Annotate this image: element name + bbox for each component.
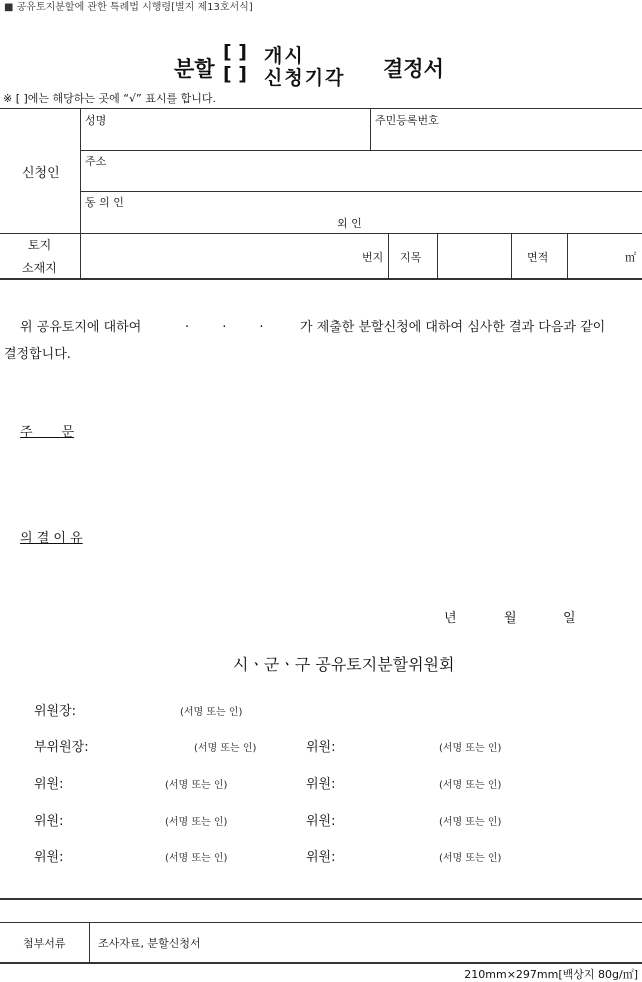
attachments-value: 조사자료, 분할신청서 bbox=[98, 937, 201, 950]
title-option-start: 개시 bbox=[264, 45, 305, 67]
title-prefix: 분할 bbox=[174, 57, 215, 81]
date-year: 년 bbox=[444, 611, 457, 626]
date-month: 월 bbox=[504, 611, 517, 626]
table-top-rule bbox=[0, 108, 642, 109]
title-checkbox-2[interactable]: [ ] bbox=[223, 63, 247, 85]
lot-number-label: 번지 bbox=[362, 251, 384, 264]
title-suffix: 결정서 bbox=[383, 57, 444, 81]
applicant-divider bbox=[80, 108, 81, 278]
paper-spec: 210mm×297mm[백상지 80g/㎡] bbox=[464, 968, 638, 981]
vice-chair-label: 부위원장: bbox=[34, 740, 89, 755]
member-label: 위원: bbox=[34, 777, 64, 792]
area-unit: ㎡ bbox=[625, 251, 636, 264]
land-category-label: 지목 bbox=[400, 251, 422, 264]
check-note: ※ [ ]에는 해당하는 곳에 “√” 표시를 합니다. bbox=[3, 92, 216, 105]
applicant-section-label: 신청인 bbox=[22, 166, 60, 181]
member-sign-field[interactable]: (서명 또는 인) bbox=[439, 853, 502, 864]
attachments-label: 첨부서류 bbox=[23, 937, 66, 950]
body-date-dots: . . . bbox=[185, 316, 264, 331]
member-label: 위원: bbox=[34, 814, 64, 829]
body-line-1a: 위 공유토지에 대하여 bbox=[20, 320, 142, 335]
member-sign-field[interactable]: (서명 또는 인) bbox=[165, 817, 228, 828]
member-label: 위원: bbox=[306, 777, 336, 792]
name-id-divider bbox=[370, 108, 371, 150]
name-label: 성명 bbox=[85, 114, 107, 127]
member-label: 위원: bbox=[306, 814, 336, 829]
land-section-label-1: 토지 bbox=[28, 238, 52, 252]
consenter-label: 동 의 인 bbox=[85, 196, 124, 209]
committee-name: 시ㆍ군ㆍ구 공유토지분할위원회 bbox=[233, 655, 455, 674]
attachments-top-rule bbox=[0, 898, 642, 900]
member-sign-field[interactable]: (서명 또는 인) bbox=[165, 780, 228, 791]
title-checkbox-1[interactable]: [ ] bbox=[223, 41, 247, 63]
body-line-2: 결정합니다. bbox=[4, 347, 71, 362]
date-day: 일 bbox=[563, 611, 576, 626]
form-reference: ■ 공유토지분할에 관한 특례법 시행령[별지 제13호서식] bbox=[4, 2, 253, 13]
land-section-label-2: 소재지 bbox=[22, 261, 57, 275]
area-label: 면적 bbox=[527, 251, 549, 264]
body-line-1b: 가 제출한 분할신청에 대하여 심사한 결과 다음과 같이 bbox=[300, 320, 606, 335]
member-sign-field[interactable]: (서명 또는 인) bbox=[439, 817, 502, 828]
title-option-dismiss: 신청기각 bbox=[264, 67, 346, 89]
member-sign-field[interactable]: (서명 또는 인) bbox=[439, 743, 502, 754]
reason-heading: 의 결 이 유 bbox=[20, 531, 83, 546]
order-heading: 주 문 bbox=[20, 425, 75, 440]
chair-sign-field[interactable]: (서명 또는 인) bbox=[180, 707, 243, 718]
chair-label: 위원장: bbox=[34, 704, 77, 719]
member-label: 위원: bbox=[306, 850, 336, 865]
address-label: 주소 bbox=[85, 155, 107, 168]
vice-chair-sign-field[interactable]: (서명 또는 인) bbox=[194, 743, 257, 754]
member-label: 위원: bbox=[34, 850, 64, 865]
others-count-label: 외 인 bbox=[337, 217, 362, 230]
member-label: 위원: bbox=[306, 740, 336, 755]
member-sign-field[interactable]: (서명 또는 인) bbox=[439, 780, 502, 791]
resident-id-label: 주민등록번호 bbox=[375, 114, 439, 127]
member-sign-field[interactable]: (서명 또는 인) bbox=[165, 853, 228, 864]
